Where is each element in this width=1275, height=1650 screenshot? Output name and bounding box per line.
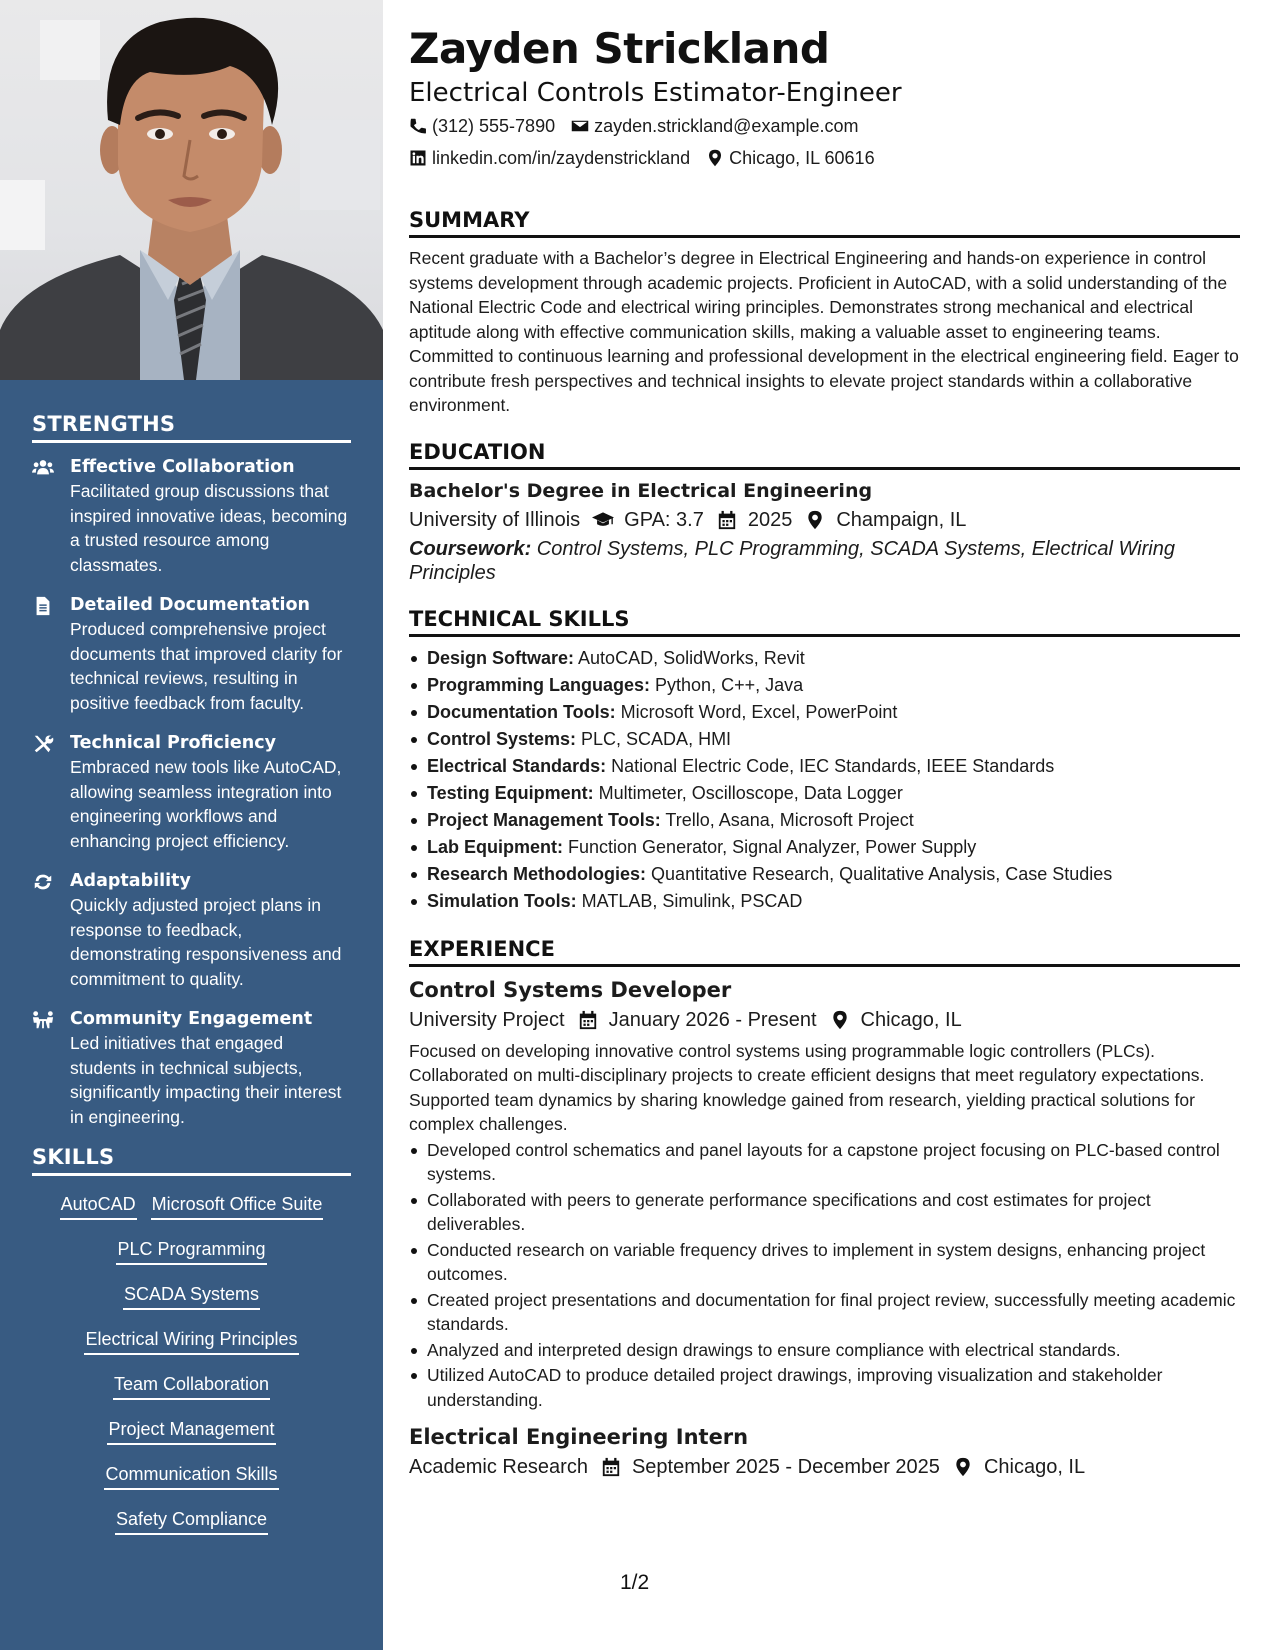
- skill-category: Programming Languages:: [427, 674, 651, 695]
- tools-icon: [32, 731, 70, 754]
- experience-heading: EXPERIENCE: [409, 937, 1240, 967]
- skill-tag: Safety Compliance: [115, 1507, 268, 1535]
- phone-contact: [409, 110, 555, 142]
- list-item: Developed control schematics and panel layouts for a capstone project focusing on PLC-based control systems.: [409, 1138, 1240, 1187]
- gpa-label: GPA: 3.7: [624, 508, 704, 531]
- map-pin-icon: [706, 149, 724, 167]
- contact-line: [409, 110, 1240, 142]
- list-item: [409, 645, 1240, 672]
- skill-tag: PLC Programming: [116, 1237, 266, 1265]
- map-pin-icon: [952, 1457, 974, 1477]
- list-item: Analyzed and interpreted design drawings to ensure compliance with electrical standards.: [409, 1338, 1240, 1363]
- skill-category: Simulation Tools:: [427, 890, 577, 911]
- school-name: [409, 505, 580, 535]
- technical-skills-heading: TECHNICAL SKILLS: [409, 607, 1240, 637]
- org-label: University Project: [409, 1008, 565, 1031]
- education-meta: [409, 505, 1240, 535]
- list-item: [409, 888, 1240, 915]
- phone-icon: [409, 117, 427, 135]
- list-item: [409, 672, 1240, 699]
- list-item: [409, 834, 1240, 861]
- sidebar-content: [32, 412, 351, 1552]
- skill-values: Microsoft Word, Excel, PowerPoint: [615, 701, 898, 722]
- strength-item: [32, 593, 351, 715]
- skill-category: Documentation Tools:: [427, 701, 616, 722]
- portrait-illustration: [0, 0, 383, 380]
- strength-description: Led initiatives that engaged students in technical subjects, significantly impacting their interest in engineering.: [70, 1033, 342, 1127]
- job-location: [952, 1452, 1085, 1482]
- job-dates: [577, 1005, 817, 1035]
- list-item: Collaborated with peers to generate performance specifications and cost estimates for project deliverables.: [409, 1188, 1240, 1237]
- skill-values: AutoCAD, SolidWorks, Revit: [574, 647, 805, 668]
- document-icon: [32, 593, 70, 616]
- skill-tag: SCADA Systems: [123, 1282, 260, 1310]
- dates-label: September 2025 - December 2025: [631, 1456, 940, 1478]
- job-description: Focused on developing innovative control systems using programmable logic controllers (PLCs). Collaborated on multi-disciplinary projects to create efficient designs that meet regulatory expectations. Supported team dynamics by sharing knowledge gained from research, yielding practical solutions for complex challenges.: [409, 1040, 1205, 1134]
- job-location: [829, 1005, 962, 1035]
- skill-tag: Communication Skills: [104, 1462, 278, 1490]
- map-pin-icon: [804, 510, 826, 530]
- skill-category: Control Systems:: [427, 728, 577, 749]
- skill-values: Trello, Asana, Microsoft Project: [660, 809, 914, 830]
- summary-heading: SUMMARY: [409, 208, 1240, 238]
- degree-title: Bachelor's Degree in Electrical Engineering: [409, 479, 873, 502]
- job-title: Electrical Engineering Intern: [409, 1425, 749, 1449]
- year-label: 2025: [747, 508, 793, 531]
- school-label: University of Illinois: [409, 508, 581, 531]
- coursework-label: Coursework:: [409, 537, 532, 560]
- skill-tag: AutoCAD: [60, 1192, 137, 1220]
- location-label: Chicago, IL: [983, 1456, 1086, 1478]
- page-number: 1/2: [620, 1571, 650, 1594]
- skill-values: MATLAB, Simulink, PSCAD: [576, 890, 803, 911]
- job-title: Control Systems Developer: [409, 977, 732, 1002]
- strength-item: [32, 455, 351, 577]
- education-heading: EDUCATION: [409, 440, 1240, 470]
- skill-tag: Project Management: [107, 1417, 275, 1445]
- gpa-item: [592, 505, 704, 535]
- skill-values: Python, C++, Java: [650, 674, 804, 695]
- strength-item: [32, 1007, 351, 1129]
- list-item: [409, 699, 1240, 726]
- skill-category: Testing Equipment:: [427, 782, 594, 803]
- skills-heading: SKILLS: [32, 1145, 351, 1176]
- skill-category: Project Management Tools:: [427, 809, 661, 830]
- job-dates: [600, 1452, 940, 1482]
- coursework-list: Control Systems, PLC Programming, SCADA Systems, Electrical Wiring Principles: [409, 537, 1175, 584]
- strength-title: Detailed Documentation: [70, 595, 311, 615]
- candidate-role: Electrical Controls Estimator-Engineer: [409, 78, 902, 108]
- list-item: Utilized AutoCAD to produce detailed project drawings, improving visualization and stakeholder understanding.: [409, 1363, 1240, 1412]
- users-icon: [32, 455, 70, 478]
- summary-text: Recent graduate with a Bachelor’s degree in Electrical Engineering and hands-on experience in control systems development through academic projects. Proficient in AutoCAD, with a solid understanding of the National Electric Code and electrical wiring principles. Demonstrates strong mechanical and electrical aptitude along with effective communication skills, making a valuable asset to engineering teams. Committed to continuous learning and professional development in the electrical engineering field. Eager to contribute fresh perspectives and technical insights to elevate project standards within a collaborative environment.: [409, 248, 1239, 415]
- location-label: Chicago, IL: [860, 1008, 962, 1031]
- people-table-icon: [32, 1007, 70, 1030]
- technical-skills-list: [409, 645, 1240, 915]
- skill-tag: Electrical Wiring Principles: [84, 1327, 298, 1355]
- profile-photo: [0, 0, 383, 380]
- skill-values: Function Generator, Signal Analyzer, Power Supply: [563, 836, 977, 857]
- location-contact: [706, 142, 874, 174]
- skill-category: Design Software:: [427, 647, 575, 668]
- job-org: [409, 1452, 588, 1482]
- strength-description: Embraced new tools like AutoCAD, allowing seamless integration into engineering workflows and enhancing project efficiency.: [70, 757, 342, 851]
- skill-category: Electrical Standards:: [427, 755, 607, 776]
- email-address: zayden.strickland@example.com: [594, 116, 859, 136]
- graduation-cap-icon: [592, 510, 614, 530]
- skills-list: [32, 1188, 351, 1552]
- linkedin-contact: [409, 142, 690, 174]
- list-item: Conducted research on variable frequency drives to implement in system designs, enhancing project outcomes.: [409, 1238, 1240, 1287]
- list-item: [409, 753, 1240, 780]
- coursework: [409, 537, 1240, 585]
- skill-values: PLC, SCADA, HMI: [576, 728, 732, 749]
- skill-values: Quantitative Research, Qualitative Analysis, Case Studies: [646, 863, 1113, 884]
- job-entry: [409, 1422, 1240, 1482]
- phone-number: (312) 555-7890: [432, 116, 556, 136]
- linkedin-icon: [409, 149, 427, 167]
- contact-line-2: [409, 142, 1240, 174]
- list-item: [409, 861, 1240, 888]
- location-text: Chicago, IL 60616: [729, 148, 875, 168]
- strengths-heading: STRENGTHS: [32, 412, 351, 443]
- skill-tag: Microsoft Office Suite: [151, 1192, 324, 1220]
- map-pin-icon: [829, 1010, 851, 1030]
- skill-category: Lab Equipment:: [427, 836, 563, 857]
- list-item: [409, 780, 1240, 807]
- year-item: [716, 505, 793, 535]
- job-org: [409, 1005, 565, 1035]
- dates-label: January 2026 - Present: [608, 1008, 817, 1031]
- strength-item: [32, 731, 351, 853]
- list-item: [409, 726, 1240, 753]
- skill-values: National Electric Code, IEC Standards, IEEE Standards: [606, 755, 1055, 776]
- skill-category: Research Methodologies:: [427, 863, 647, 884]
- strength-title: Community Engagement: [70, 1009, 313, 1029]
- main-content: [409, 22, 1240, 1482]
- calendar-icon: [577, 1010, 599, 1030]
- calendar-icon: [600, 1457, 622, 1477]
- list-item: Created project presentations and documentation for final project review, successfully meeting academic standards.: [409, 1288, 1240, 1337]
- job-bullets: [409, 1138, 1240, 1413]
- strength-description: Produced comprehensive project documents that improved clarity for technical reviews, resulting in positive feedback from faculty.: [70, 619, 343, 713]
- strength-title: Effective Collaboration: [70, 457, 295, 477]
- refresh-icon: [32, 869, 70, 892]
- school-location: Champaign, IL: [836, 508, 967, 531]
- school-location-item: [804, 505, 966, 535]
- job-meta: [409, 1005, 1240, 1035]
- calendar-icon: [716, 510, 738, 530]
- linkedin-url: linkedin.com/in/zaydenstrickland: [432, 148, 691, 168]
- strength-title: Technical Proficiency: [70, 733, 276, 753]
- strength-description: Quickly adjusted project plans in response to feedback, demonstrating responsiveness and commitment to quality.: [70, 895, 342, 989]
- skill-tag: Team Collaboration: [113, 1372, 270, 1400]
- strength-item: [32, 869, 351, 991]
- list-item: [409, 807, 1240, 834]
- sidebar: [0, 0, 383, 1650]
- candidate-name: Zayden Strickland: [409, 24, 830, 73]
- org-label: Academic Research: [409, 1456, 588, 1478]
- skill-values: Multimeter, Oscilloscope, Data Logger: [593, 782, 903, 803]
- strength-title: Adaptability: [70, 871, 191, 891]
- strength-description: Facilitated group discussions that inspired innovative ideas, becoming a trusted resource among classmates.: [70, 481, 348, 575]
- email-contact: [571, 110, 858, 142]
- envelope-icon: [571, 117, 589, 135]
- job-meta: [409, 1452, 1240, 1482]
- job-entry: [409, 975, 1240, 1413]
